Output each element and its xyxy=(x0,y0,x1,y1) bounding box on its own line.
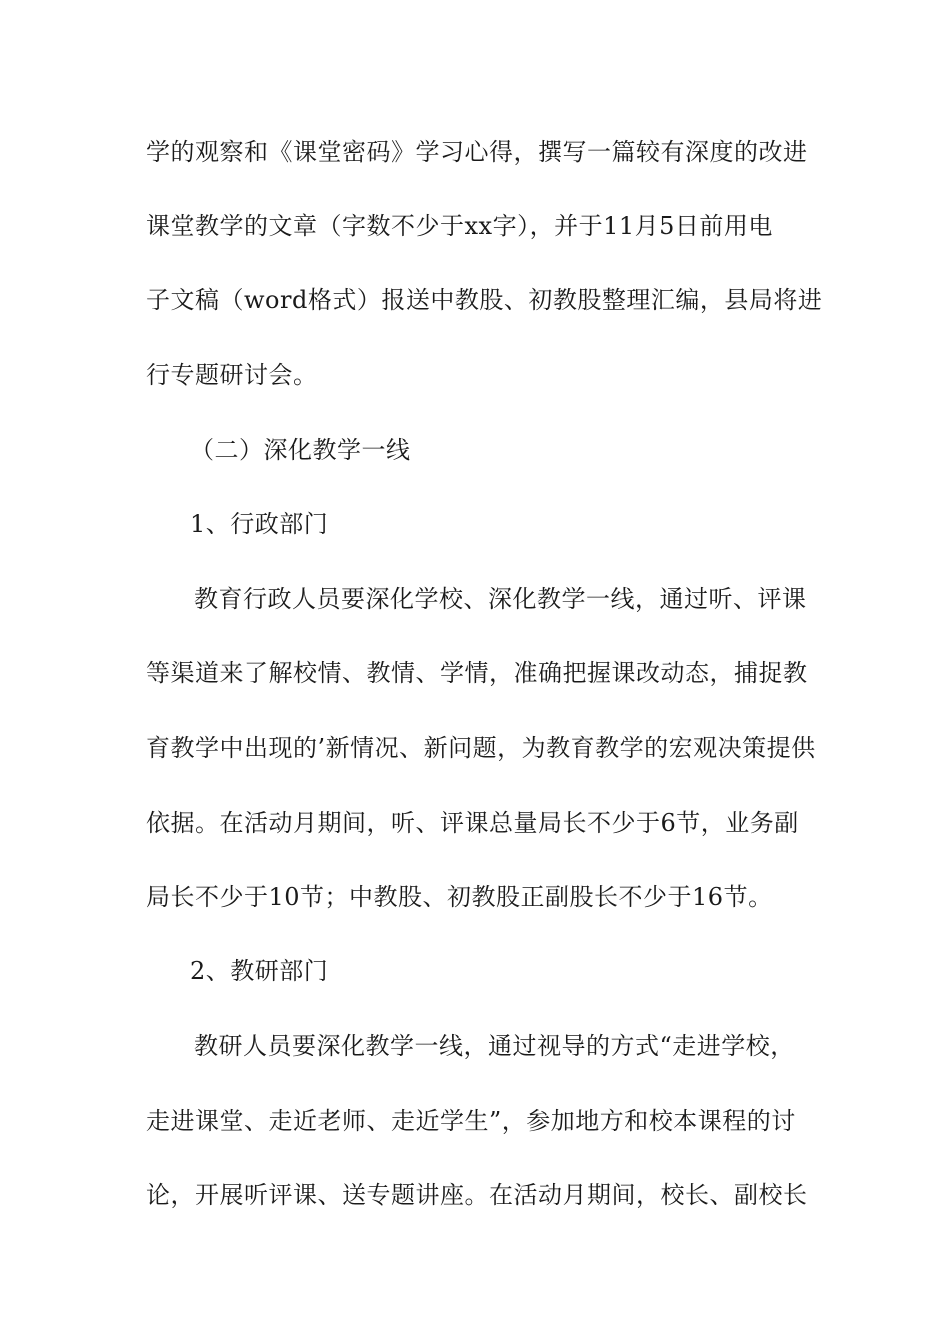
paragraph-line: 等渠道来了解校情、教情、学情，准确把握课改动态，捕捉教 xyxy=(146,659,808,687)
paragraph-line: 子文稿（word格式）报送中教股、初教股整理汇编，县局将进 xyxy=(146,286,823,314)
section-heading: （二）深化教学一线 xyxy=(190,436,411,464)
paragraph-line: 教育行政人员要深化学校、深化教学一线，通过听、评课 xyxy=(194,585,807,613)
paragraph-line: 课堂教学的文章（字数不少于xx字），并于11月5日前用电 xyxy=(146,212,773,240)
subsection-heading: 1、行政部门 xyxy=(190,510,329,538)
paragraph-line: 行专题研讨会。 xyxy=(146,361,318,389)
subsection-heading: 2、教研部门 xyxy=(190,957,329,985)
paragraph-line: 教研人员要深化教学一线，通过视导的方式“走进学校， xyxy=(194,1032,795,1060)
paragraph-line: 依据。在活动月期间，听、评课总量局长不少于6节，业务副 xyxy=(146,809,799,837)
paragraph-line: 走进课堂、走近老师、走近学生”，参加地方和校本课程的讨 xyxy=(146,1107,796,1135)
paragraph-line: 局长不少于10节；中教股、初教股正副股长不少于16节。 xyxy=(146,883,773,911)
paragraph-line: 学的观察和《课堂密码》学习心得，撰写一篇较有深度的改进 xyxy=(146,138,808,166)
paragraph-line: 育教学中出现的’新情况、新问题，为教育教学的宏观决策提供 xyxy=(146,734,816,762)
paragraph-line: 论，开展听评课、送专题讲座。在活动月期间，校长、副校长 xyxy=(146,1181,808,1209)
